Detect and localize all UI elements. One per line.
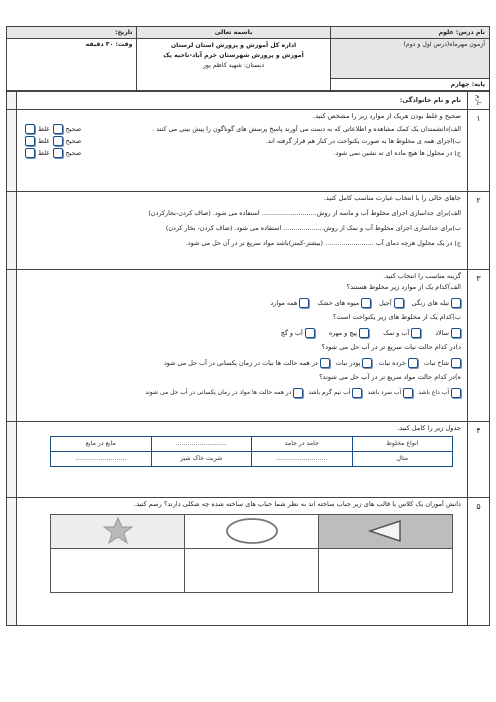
option-checkbox[interactable] bbox=[361, 298, 371, 308]
mc-question: ب)کدام یک از مخلوط های زیر یکنواخت است؟ bbox=[332, 313, 461, 322]
true-checkbox[interactable] bbox=[53, 124, 63, 134]
exam-header bbox=[6, 26, 490, 91]
question-5 bbox=[7, 497, 489, 625]
table-cell: مثال bbox=[352, 452, 452, 467]
false-checkbox[interactable] bbox=[25, 148, 35, 158]
option-label: پیچ و مهره bbox=[328, 328, 358, 337]
star-shape bbox=[88, 516, 148, 546]
option-checkbox[interactable] bbox=[451, 388, 461, 398]
exam-title-cell bbox=[330, 39, 489, 79]
option-checkbox[interactable] bbox=[305, 328, 315, 338]
score-cell bbox=[7, 110, 17, 191]
option-checkbox[interactable] bbox=[451, 328, 461, 338]
option-label: آب و گچ bbox=[280, 328, 303, 337]
mc-question: الف)کدام یک از موارد زیر مخلوط هستند؟ bbox=[346, 283, 461, 292]
time-label: وقت: ۳۰ دقیقه bbox=[7, 39, 137, 91]
question-1 bbox=[7, 109, 489, 191]
mc-options bbox=[23, 296, 461, 309]
option-label: سالاد bbox=[435, 328, 449, 337]
drawing-cell[interactable] bbox=[51, 549, 185, 593]
question-4 bbox=[7, 421, 489, 497]
drawing-cell[interactable] bbox=[319, 549, 453, 593]
school-name: دبستان: شهید کاظم پور bbox=[202, 61, 265, 69]
option-label: همه موارد bbox=[270, 298, 298, 307]
date-label: تاریخ: bbox=[7, 27, 137, 39]
triangle-shape-cell bbox=[319, 515, 453, 549]
student-name-label: نام و نام خانوادگی: bbox=[399, 96, 461, 104]
question-3 bbox=[7, 269, 489, 421]
option-checkbox[interactable] bbox=[352, 388, 362, 398]
option-checkbox[interactable] bbox=[299, 298, 309, 308]
subject-label: نام درس: علوم bbox=[330, 27, 489, 39]
option-label: میوه های خشک bbox=[317, 298, 360, 307]
tf-item bbox=[23, 123, 461, 135]
mixture-table bbox=[50, 436, 453, 467]
option-label: در همه حالت ها نبات در زمان یکسانی در آب حل می شود bbox=[163, 358, 318, 367]
false-label: غلط bbox=[38, 125, 50, 134]
mc-options bbox=[23, 326, 461, 339]
question-number: ۴ bbox=[467, 422, 489, 497]
option-label: آب نیم گرم باشد bbox=[308, 388, 351, 396]
true-checkbox[interactable] bbox=[53, 136, 63, 146]
table-cell-blank[interactable]: .......................... bbox=[252, 452, 352, 467]
option-label: آب و نمک bbox=[383, 328, 410, 337]
question-number: ۲ bbox=[467, 192, 489, 269]
fill-blank-item: ب)برای جداسازی اجزای مخلوط آب و نمک از روش.................... استفاده می شود. (صاف کردن- بخار کردن) bbox=[165, 223, 461, 232]
option-checkbox[interactable] bbox=[362, 358, 372, 368]
table-cell: انواع مخلوط bbox=[352, 437, 452, 452]
option-label: شاخ نبات bbox=[423, 358, 449, 367]
false-checkbox[interactable] bbox=[25, 136, 35, 146]
basmala: باسمه تعالی bbox=[137, 27, 330, 39]
shapes-table bbox=[50, 514, 453, 593]
table-cell: شربت خاک شیر bbox=[151, 452, 251, 467]
option-checkbox[interactable] bbox=[394, 298, 404, 308]
office-cell bbox=[137, 39, 330, 91]
table-cell: مایع در مایع bbox=[51, 437, 152, 452]
option-checkbox[interactable] bbox=[451, 298, 461, 308]
false-label: غلط bbox=[38, 137, 50, 146]
tf-statement: ب)اجزای همه ی مخلوط ها به صورت یکنواخت در کنار هم قرار گرفته اند. bbox=[265, 137, 461, 146]
office-line1: اداره کل آموزش و پرورش استان لرستان bbox=[170, 42, 297, 49]
option-label: در همه حالت ها مواد در زمان یکسانی در آب حل می شوند bbox=[145, 388, 292, 396]
score-column-label: بارم bbox=[467, 92, 489, 109]
table-cell: جامد در جامد bbox=[252, 437, 352, 452]
option-label: آب سرد باشد bbox=[367, 388, 402, 396]
office-line2: آموزش و پرورش شهرستان خرم آباد-ناحیه یک bbox=[163, 51, 304, 59]
question-title: دانش آموزان یک کلاس با قالب های زیر حباب ساخته اند به نظر شما حباب های ساخته شده چه شکلی دارند؟ رسم کنید. bbox=[133, 500, 461, 508]
option-checkbox[interactable] bbox=[451, 358, 461, 368]
false-label: غلط bbox=[38, 149, 50, 158]
question-title: جاهای خالی را با انتخاب عبارت مناسب کامل کنید. bbox=[323, 194, 461, 202]
question-number: ۱ bbox=[467, 110, 489, 191]
option-checkbox[interactable] bbox=[320, 358, 330, 368]
question-2 bbox=[7, 191, 489, 269]
question-title: گزینه مناسب را انتخاب کنید. bbox=[383, 272, 461, 280]
option-checkbox[interactable] bbox=[408, 358, 418, 368]
ellipse-shape-cell bbox=[185, 515, 319, 549]
question-number: ۳ bbox=[467, 270, 489, 421]
option-checkbox[interactable] bbox=[359, 328, 369, 338]
question-title: جدول زیر را کامل کنید. bbox=[397, 424, 461, 432]
tf-statement: ج) در محلول ها هیچ ماده ای ته نشین نمی شود. bbox=[333, 149, 461, 158]
ellipse-shape bbox=[217, 516, 287, 546]
mc-options bbox=[23, 356, 461, 369]
option-checkbox[interactable] bbox=[403, 388, 413, 398]
mc-question: د)در کدام حالت نبات سریع تر در آب حل می شود؟ bbox=[321, 343, 461, 352]
score-cell bbox=[7, 270, 17, 421]
option-checkbox[interactable] bbox=[293, 388, 303, 398]
tf-item bbox=[23, 147, 461, 159]
question-title: صحیح و غلط بودن هریک از موارد زیر را مشخص کنید. bbox=[312, 112, 461, 120]
score-cell bbox=[7, 192, 17, 269]
option-label: آجیل bbox=[379, 298, 392, 307]
star-shape-cell bbox=[51, 515, 185, 549]
true-label: صحیح bbox=[65, 137, 82, 146]
true-checkbox[interactable] bbox=[53, 148, 63, 158]
mc-options bbox=[23, 386, 461, 399]
grade-label: پایه: چهارم bbox=[330, 79, 489, 91]
fill-blank-item: الف)برای جداسازی اجزای مخلوط آب و ماسه از روش........................... استفاده می شود. (صاف کردن-بخارکردن) bbox=[148, 208, 461, 217]
option-label: پودر نبات bbox=[335, 358, 361, 367]
score-cell bbox=[7, 422, 17, 497]
tf-statement: الف)دانشمندان یک کمک مشاهده و اطلاعاتی که به دست می آورند پاسخ پرسش های گوناگون را پیش بینی می کنند . bbox=[152, 125, 461, 134]
table-cell-blank[interactable]: .......................... bbox=[151, 437, 251, 452]
true-label: صحیح bbox=[65, 125, 82, 134]
score-cell bbox=[7, 498, 17, 625]
option-label: تیله های رنگی bbox=[411, 298, 449, 307]
tf-item bbox=[23, 135, 461, 147]
triangle-shape bbox=[356, 516, 416, 546]
mc-question: ه)در کدام حالت مواد سریع تر در آب حل می شوند؟ bbox=[319, 373, 461, 382]
drawing-cell[interactable] bbox=[185, 549, 319, 593]
fill-blank-item: ج) در یک محلول هرچه دمای آب ........................ (بیشتر-کمتر)باشد مواد سریع تر در آن حل می شود. bbox=[185, 238, 461, 247]
option-checkbox[interactable] bbox=[411, 328, 421, 338]
score-cell bbox=[7, 92, 17, 109]
true-label: صحیح bbox=[65, 149, 82, 158]
question-number: ۵ bbox=[467, 498, 489, 625]
table-cell-blank[interactable]: .......................... bbox=[51, 452, 152, 467]
option-label: خرده نبات bbox=[378, 358, 406, 367]
exam-title: آزمون مهرماه(درس اول و دوم) bbox=[403, 41, 485, 48]
false-checkbox[interactable] bbox=[25, 124, 35, 134]
option-label: آب داغ باشد bbox=[418, 388, 449, 396]
